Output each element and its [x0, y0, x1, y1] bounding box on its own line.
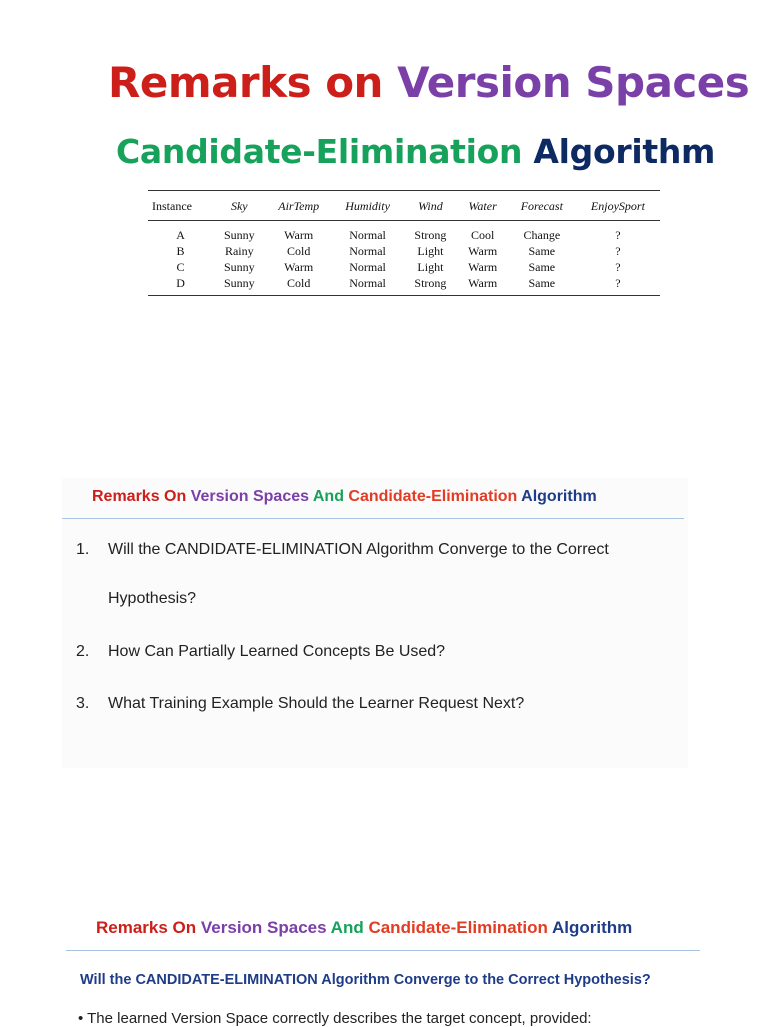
- slide-convergence: [62, 908, 702, 1027]
- list-item-number: 2.: [76, 643, 90, 660]
- heading-divider: [66, 950, 700, 951]
- table-cell: Warm: [468, 260, 498, 274]
- col-header: Wind: [403, 191, 457, 221]
- table-cell: Rainy: [224, 244, 254, 258]
- slide-heading: [92, 488, 597, 506]
- heading-part-version-spaces: Version Spaces: [190, 488, 313, 505]
- table-cell: Warm: [458, 275, 508, 296]
- list-item-text: How Can Partially Learned Concepts Be Used?: [108, 643, 446, 660]
- heading-part-algorithm: Algorithm: [521, 488, 597, 505]
- table-cell: Same: [528, 244, 556, 258]
- table-cell: Change: [523, 228, 561, 242]
- col-header: Water: [458, 191, 508, 221]
- table-cell: Warm: [284, 228, 314, 242]
- list-item-continuation: [108, 590, 196, 608]
- bullet-item: • The learned Version Space correctly describes the target concept, provided:: [78, 1010, 592, 1027]
- list-item-number: 3.: [76, 695, 90, 712]
- heading-part-algorithm: Algorithm: [552, 918, 633, 937]
- table-cell: ?: [615, 228, 621, 242]
- table-cell: Sunny: [223, 228, 255, 242]
- table-cell: Normal: [349, 260, 386, 274]
- table-cell: Sunny: [213, 275, 265, 296]
- subtitle-part-candidate-elimination: Candidate-Elimination: [116, 132, 534, 171]
- table-cell: C: [176, 260, 185, 274]
- table-cell: Warm: [284, 260, 314, 274]
- table-cell: Strong: [414, 228, 447, 242]
- list-item-text: Hypothesis?: [108, 590, 197, 607]
- table-cell: ?: [615, 260, 621, 274]
- table-row: [148, 243, 660, 259]
- heading-part-version-spaces: Version Spaces: [200, 918, 331, 937]
- heading-part-candidate-elimination: Candidate-Elimination: [368, 918, 552, 937]
- table-cell: Same: [508, 275, 576, 296]
- list-item-text: What Training Example Should the Learner Request Next?: [108, 695, 525, 712]
- slide-version-spaces-table: [88, 40, 750, 308]
- table-row: [148, 221, 660, 244]
- table-cell: Warm: [468, 244, 498, 258]
- table-row: [148, 259, 660, 275]
- table-cell: Normal: [349, 228, 386, 242]
- list-item: [76, 541, 609, 559]
- table-header-row: [148, 191, 660, 221]
- table-row: [148, 275, 660, 296]
- heading-part-remarks-on: Remarks On: [92, 488, 191, 505]
- table-cell: Sunny: [223, 260, 255, 274]
- table-cell: ?: [615, 244, 621, 258]
- col-header: Sky: [213, 191, 265, 221]
- slide-subtitle: [116, 132, 715, 171]
- list-item: [76, 643, 445, 661]
- table-cell: Light: [417, 260, 444, 274]
- section-subheading: Will the CANDIDATE-ELIMINATION Algorithm Converge to the Correct Hypothesis?: [80, 972, 651, 988]
- list-item-number: 1.: [76, 541, 90, 558]
- table-cell: Cool: [470, 228, 495, 242]
- table-cell: Light: [417, 244, 444, 258]
- table-cell: Normal: [349, 244, 386, 258]
- title-part-remarks: Remarks on: [108, 58, 398, 107]
- table-cell: A: [176, 228, 185, 242]
- title-part-version-spaces: Version Spaces: [397, 58, 750, 107]
- heading-part-remarks-on: Remarks On: [96, 918, 201, 937]
- heading-part-candidate-elimination: Candidate-Elimination: [348, 488, 522, 505]
- slide-title: [108, 58, 749, 107]
- col-header: Instance: [148, 191, 213, 221]
- col-header: Forecast: [508, 191, 576, 221]
- heading-part-and: And: [312, 488, 349, 505]
- col-header: EnjoySport: [576, 191, 660, 221]
- table-cell: Cold: [287, 244, 311, 258]
- table-cell: Normal: [332, 275, 403, 296]
- list-item-text: Will the CANDIDATE-ELIMINATION Algorithm Converge to the Correct: [108, 541, 609, 558]
- table-cell: B: [176, 244, 185, 258]
- heading-part-and: And: [330, 918, 369, 937]
- subtitle-part-algorithm: Algorithm: [533, 132, 716, 171]
- table-cell: D: [148, 275, 213, 296]
- col-header: Humidity: [332, 191, 403, 221]
- instances-table: [148, 190, 660, 296]
- table-cell: Strong: [403, 275, 457, 296]
- col-header: AirTemp: [266, 191, 332, 221]
- table-cell: ?: [576, 275, 660, 296]
- table-cell: Same: [528, 260, 556, 274]
- heading-divider: [62, 518, 684, 519]
- slide-heading: [96, 918, 632, 938]
- table-cell: Cold: [266, 275, 332, 296]
- slide-remarks-questions: [62, 478, 688, 768]
- list-item: [76, 695, 524, 713]
